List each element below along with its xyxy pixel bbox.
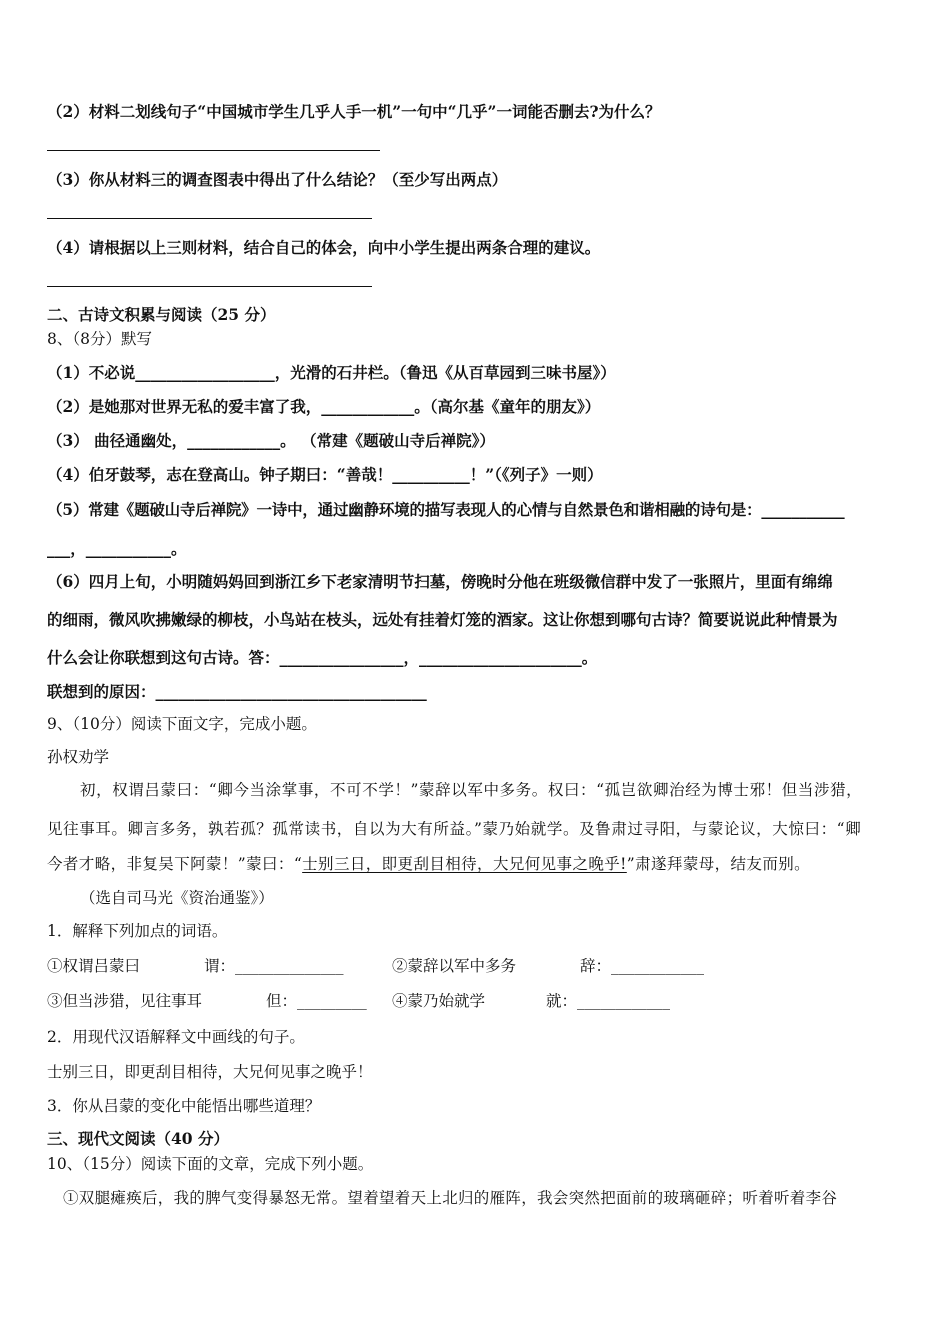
underlined-sentence: 士别三日，即更刮目相待，大兄何见事之晚乎! <box>302 855 627 873</box>
q8-item-3: （3） 曲径通幽处，____________。 （常建《题破山寺后禅院》） <box>47 431 495 450</box>
word-3-answer[interactable]: 但：_________ <box>266 992 367 1010</box>
answer-line-q7-2[interactable] <box>47 150 380 151</box>
word-1-answer[interactable]: 谓：______________ <box>204 957 344 975</box>
word-2-answer[interactable]: 辞：____________ <box>580 957 705 975</box>
passage-title: 孙权劝学 <box>47 748 110 766</box>
q8-item-1: （1）不必说__________________，光滑的石井栏。（鲁迅《从百草园到三味书屋》） <box>47 363 616 382</box>
q9-sub2: 2．用现代汉语解释文中画线的句子。 <box>47 1028 305 1046</box>
passage-line-2: 见往事耳。卿言多务，孰若孤？孤常读书，自以为大有所益。”蒙乃始就学。及鲁肃过寻阳，与蒙论议，大惊曰：“卿 <box>47 820 862 838</box>
word-2-text: ②蒙辞以军中多务 <box>392 957 517 975</box>
word-1-text: ①权谓吕蒙曰 <box>47 957 141 975</box>
passage-line-3-end: ”肃遂拜蒙母，结友而别。 <box>626 855 811 873</box>
passage-source: （选自司马光《资治通鉴》） <box>80 889 274 907</box>
q8-item-4: （4）伯牙鼓琴，志在登高山。钟子期曰：“善哉！__________！”（《列子》一则） <box>47 465 603 484</box>
q8-item-6-line1: （6）四月上旬，小明随妈妈回到浙江乡下老家清明节扫墓，傍晚时分他在班级微信群中发了一张照片，里面有绵绵 <box>47 572 833 591</box>
q8-title: 8、（8分）默写 <box>47 330 152 348</box>
passage-line-1: 初，权谓吕蒙曰：“卿今当涂掌事，不可不学！”蒙辞以军中多务。权曰：“孤岂欲卿治经为博士邪！但当涉猎， <box>80 781 863 799</box>
section-heading-3: 三、现代文阅读（40 分） <box>47 1129 229 1148</box>
q10-paragraph-1: ①双腿瘫痪后，我的脾气变得暴怒无常。望着望着天上北归的雁阵，我会突然把面前的玻璃砸碎；听着听着李谷 <box>63 1189 838 1207</box>
word-3-text: ③但当涉猎，见往事耳 <box>47 992 203 1010</box>
passage-line-3 <box>47 854 810 874</box>
q10-title: 10、（15分）阅读下面的文章，完成下列小题。 <box>47 1155 374 1173</box>
q8-item-6-line2: 的细雨，微风吹拂嫩绿的柳枝，小鸟站在枝头，远处有挂着灯笼的酒家。这让你想到哪句古诗？简要说说此种情景为 <box>47 610 838 629</box>
q7-sub4: （4）请根据以上三则材料，结合自己的体会，向中小学生提出两条合理的建议。 <box>47 238 601 257</box>
q8-item-5-line2: ___，___________。 <box>47 539 187 558</box>
word-4-text: ④蒙乃始就学 <box>392 992 486 1010</box>
answer-line-q7-4[interactable] <box>47 286 372 287</box>
q9-title: 9、（10分）阅读下面文字，完成小题。 <box>47 715 317 733</box>
q7-sub2: （2）材料二划线句子“中国城市学生几乎人手一机”一句中“几乎”一词能否删去?为什么？ <box>47 102 661 121</box>
q7-sub3: （3）你从材料三的调查图表中得出了什么结论？（至少写出两点） <box>47 170 508 189</box>
section-heading-2: 二、古诗文积累与阅读（25 分） <box>47 305 276 324</box>
answer-line-q7-3[interactable] <box>47 218 372 219</box>
q8-item-2: （2）是她那对世界无私的爱丰富了我，____________。（高尔基《童年的朋友》） <box>47 397 601 416</box>
passage-line-3-start: 今者才略，非复吴下阿蒙！”蒙曰：“ <box>47 855 303 873</box>
q8-item-5-line1: （5）常建《题破山寺后禅院》一诗中，通过幽静环境的描写表现人的心情与自然景色和谐相融的诗句是：___________ <box>47 500 845 519</box>
q9-sub2-sentence: 士别三日，即更刮目相待，大兄何见事之晚乎！ <box>47 1063 373 1081</box>
q8-item-6-reason: 联想到的原因：___________________________________ <box>47 682 427 701</box>
q9-sub3: 3．你从吕蒙的变化中能悟出哪些道理？ <box>47 1097 321 1115</box>
q8-item-6-line3: 什么会让你联想到这句古诗。答：________________，_____________________。 <box>47 648 598 667</box>
q9-sub1: 1．解释下列加点的词语。 <box>47 922 228 940</box>
word-4-answer[interactable]: 就：____________ <box>546 992 671 1010</box>
